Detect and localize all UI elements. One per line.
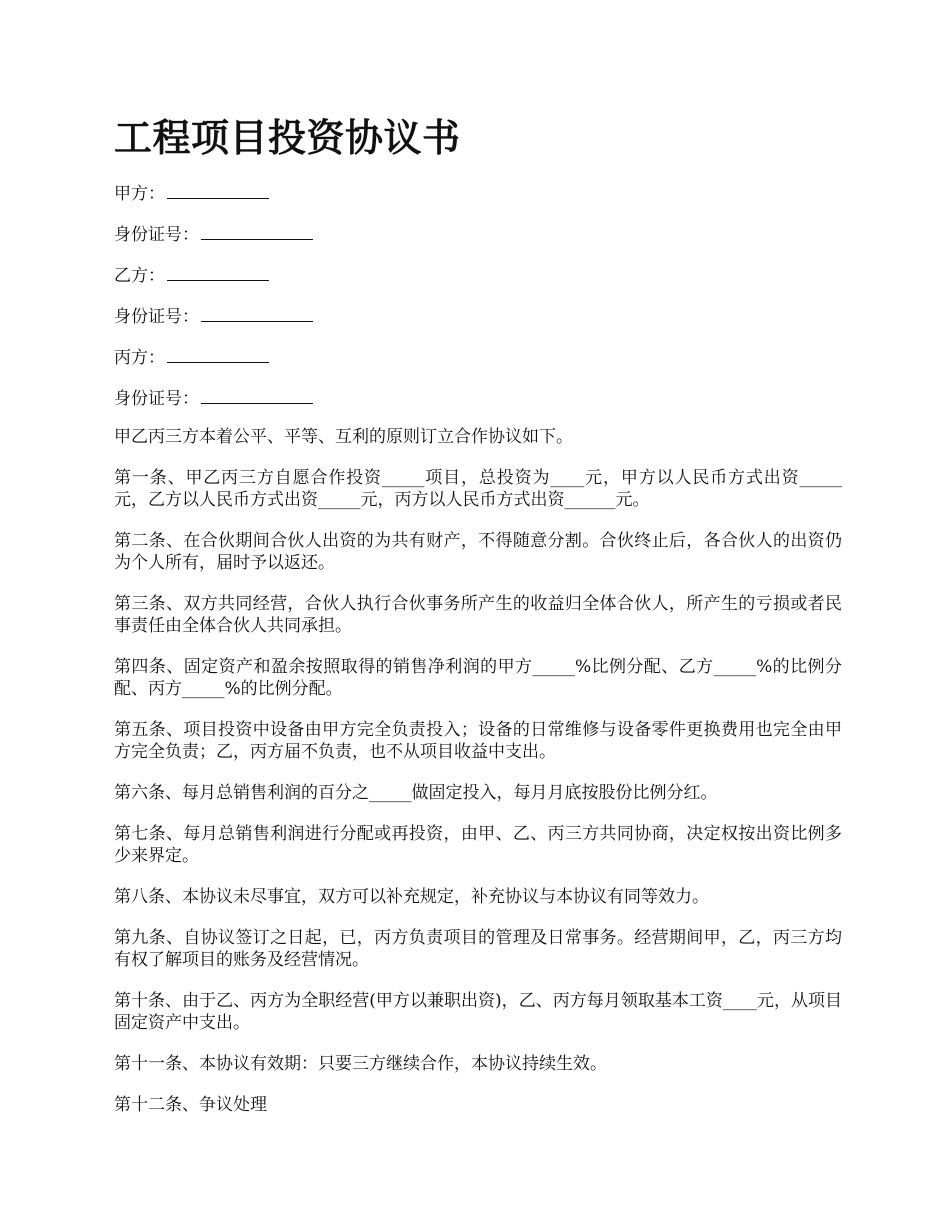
party-a-id-field (114, 221, 842, 262)
party-b-id-label: 身份证号： (114, 307, 199, 327)
party-b-blank (167, 262, 269, 281)
party-b-id-field (114, 303, 842, 344)
agreement-body (114, 426, 842, 1135)
intro-paragraph: 甲乙丙三方本着公平、平等、互利的原则订立合作协议如下。 (114, 427, 573, 447)
party-a-id-blank (201, 221, 313, 240)
article-7: 第七条、每月总销售利润进行分配或再投资，由甲、乙、丙三方共同协商，决定权按出资比例多少来界定。 (114, 824, 842, 866)
article-2: 第二条、在合伙期间合伙人出资的为共有财产，不得随意分割。合伙终止后，各合伙人的出资仍为个人所有，届时予以返还。 (114, 531, 842, 573)
party-a-field (114, 180, 842, 221)
party-b-label: 乙方： (114, 266, 165, 286)
article-10: 第十条、由于乙、丙方为全职经营(甲方以兼职出资)，乙、丙方每月领取基本工资____元，从项目固定资产中支出。 (114, 991, 842, 1033)
article-9: 第九条、自协议签订之日起，已，丙方负责项目的管理及日常事务。经营期间甲，乙，丙三方均有权了解项目的账务及经营情况。 (114, 928, 842, 970)
party-fields (114, 180, 842, 426)
party-c-blank (167, 344, 269, 363)
party-b-id-blank (201, 303, 313, 322)
article-6: 第六条、每月总销售利润的百分之_____做固定投入，每月月底按股份比例分红。 (114, 783, 718, 803)
party-a-blank (167, 180, 269, 199)
party-c-id-field (114, 385, 842, 426)
article-3: 第三条、双方共同经营，合伙人执行合伙事务所产生的收益归全体合伙人，所产生的亏损或者民事责任由全体合伙人共同承担。 (114, 594, 842, 636)
party-b-field (114, 262, 842, 303)
article-4: 第四条、固定资产和盈余按照取得的销售净利润的甲方_____%比例分配、乙方_____%的比例分配、丙方_____%的比例分配。 (114, 657, 842, 699)
party-a-id-label: 身份证号： (114, 225, 199, 245)
party-c-field (114, 344, 842, 385)
article-1: 第一条、甲乙丙三方自愿合作投资_____项目，总投资为____元，甲方以人民币方式出资_____元，乙方以人民币方式出资_____元，丙方以人民币方式出资______元。 (114, 468, 842, 510)
article-12: 第十二条、争议处理 (114, 1095, 267, 1115)
party-c-label: 丙方： (114, 348, 165, 368)
article-11: 第十一条、本协议有效期：只要三方继续合作，本协议持续生效。 (114, 1054, 607, 1074)
party-c-id-blank (201, 385, 313, 404)
article-5: 第五条、项目投资中设备由甲方完全负责投入；设备的日常维修与设备零件更换费用也完全由甲方完全负责；乙，丙方届不负责，也不从项目收益中支出。 (114, 720, 842, 762)
article-8: 第八条、本协议未尽事宜，双方可以补充规定，补充协议与本协议有同等效力。 (114, 887, 709, 907)
party-a-label: 甲方： (114, 184, 165, 204)
party-c-id-label: 身份证号： (114, 389, 199, 409)
document-title: 工程项目投资协议书 (114, 115, 461, 160)
